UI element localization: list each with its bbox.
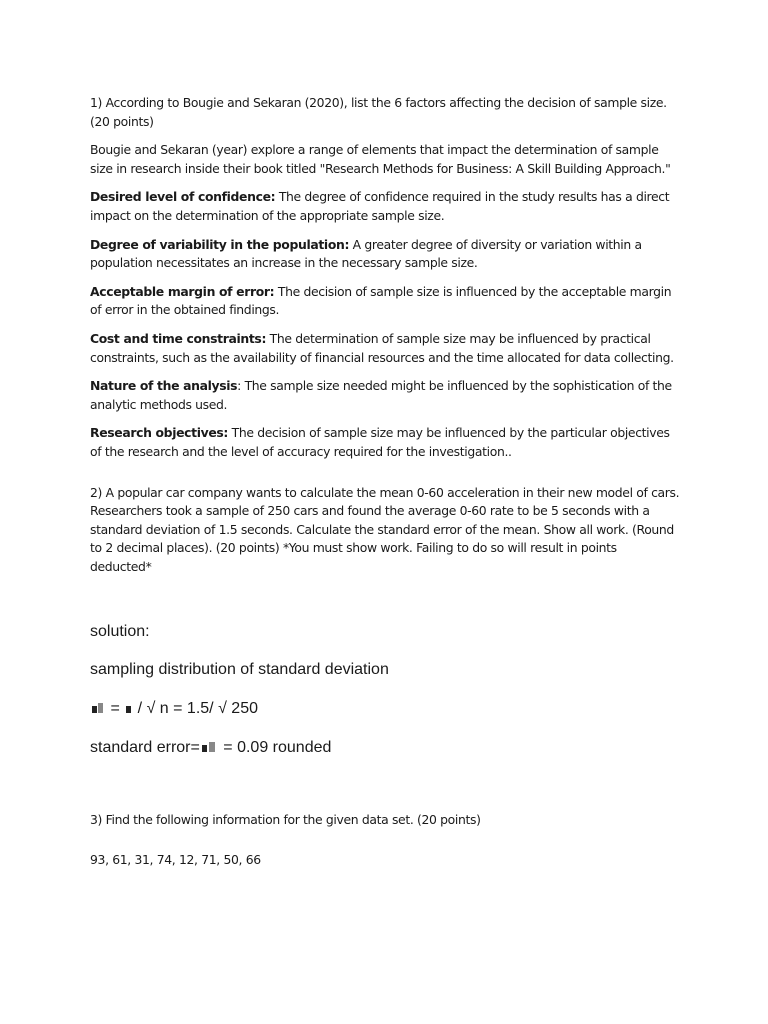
question-1: 1) According to Bougie and Sekaran (2020), list the 6 factors affecting the decision of sample size. (20 points)	[90, 95, 667, 129]
factor-text: : The sample size needed might be influenced by the sophistication of the analytic methods used.	[90, 378, 672, 412]
factor-item	[90, 330, 680, 367]
data-set: 93, 61, 31, 74, 12, 71, 50, 66	[90, 852, 261, 868]
formula-line	[90, 699, 680, 719]
factor-item	[90, 424, 680, 461]
q1-intro: Bougie and Sekaran (year) explore a range of elements that impact the determination of sample size in research inside their book titled "Research Methods for Business: A Skill Building Approach."	[90, 142, 671, 176]
missing-glyph-icon	[90, 702, 106, 713]
factor-term: Research objectives:	[90, 425, 229, 441]
factor-text: A greater degree of diversity or variation within a population necessitates an increase in the necessary sample size.	[90, 236, 642, 271]
missing-glyph-icon	[124, 702, 133, 713]
question-3: 3) Find the following information for the given data set. (20 points)	[90, 812, 481, 828]
factor-term: Cost and time constraints:	[90, 330, 267, 346]
factor-term: Acceptable margin of error:	[90, 283, 275, 299]
factor-item	[90, 236, 680, 273]
standard-error-line	[90, 738, 680, 758]
solution-label: solution:	[90, 623, 150, 641]
document-page	[90, 94, 680, 870]
factor-item	[90, 377, 680, 414]
factor-item	[90, 283, 680, 320]
factor-text: The decision of sample size is influenced by the acceptable margin of error in the obtained findings.	[90, 283, 672, 318]
factor-text: The degree of confidence required in the study results has a direct impact on the determination of the appropriate sample size.	[90, 189, 670, 223]
factor-term: Nature of the analysis	[90, 378, 238, 394]
standard-error-result: = 0.09 rounded	[218, 739, 332, 757]
factor-term: Degree of variability in the population:	[90, 236, 350, 252]
factor-text: The determination of sample size may be influenced by practical constraints, such as the availability of financial resources and the time allocated for data collecting.	[90, 330, 674, 365]
sampling-label: sampling distribution of standard deviation	[90, 661, 389, 679]
formula-expression: / √ n = 1.5/ √ 250	[133, 700, 258, 718]
formula-equals: =	[106, 700, 125, 718]
factor-term: Desired level of confidence:	[90, 189, 276, 205]
factor-item	[90, 188, 680, 225]
standard-error-prefix: standard error=	[90, 739, 200, 757]
factor-text: The decision of sample size may be influenced by the particular objectives of the research and the level of accuracy required for the investigation..	[90, 425, 670, 459]
question-2: 2) A popular car company wants to calculate the mean 0-60 acceleration in their new model of cars. Researchers took a sample of 250 cars and found the average 0-60 rate to be 5 seconds with a standard deviation of 1.5 seconds. Calculate the standard error of the mean. Show all work. (Round to 2 decimal places). (20 points) *You must show work. Failing to do so will result in points deducted*	[90, 484, 680, 574]
missing-glyph-icon	[200, 741, 219, 752]
